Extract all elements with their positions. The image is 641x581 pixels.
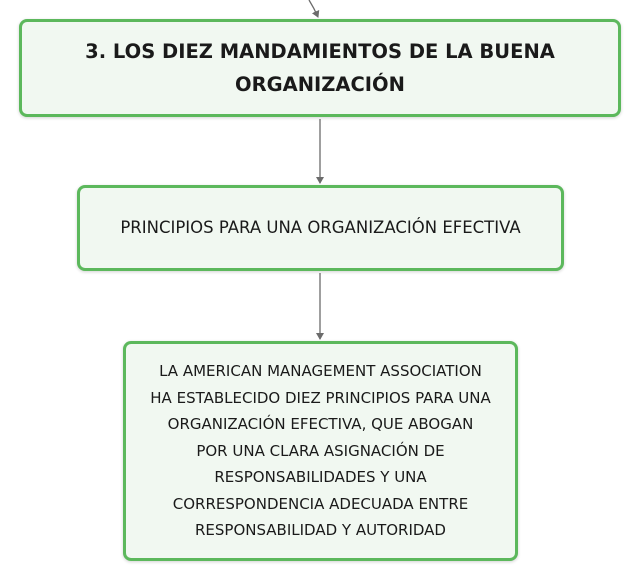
node-description-text bbox=[150, 358, 490, 544]
connector-from-parent bbox=[309, 0, 318, 17]
node-description-line-3: ORGANIZACIÓN EFECTIVA, QUE ABOGAN bbox=[167, 415, 474, 434]
node-description-line-5: RESPONSABILIDADES Y UNA bbox=[214, 468, 427, 487]
node-description-line-2: HA ESTABLECIDO DIEZ PRINCIPIOS PARA UNA bbox=[150, 388, 491, 407]
node-title[interactable] bbox=[19, 19, 621, 117]
node-description[interactable] bbox=[123, 341, 518, 561]
node-description-line-6: CORRESPONDENCIA ADECUADA ENTRE bbox=[172, 494, 469, 513]
node-principles[interactable] bbox=[77, 185, 564, 271]
node-title-text bbox=[85, 35, 555, 101]
node-title-line-1: 3. LOS DIEZ MANDAMIENTOS DE LA BUENA bbox=[85, 40, 555, 63]
node-description-line-1: LA AMERICAN MANAGEMENT ASSOCIATION bbox=[159, 362, 482, 381]
node-description-line-4: POR UNA CLARA ASIGNACIÓN DE bbox=[196, 441, 445, 460]
node-title-line-2: ORGANIZACIÓN bbox=[235, 73, 405, 96]
node-principles-text: PRINCIPIOS PARA UNA ORGANIZACIÓN EFECTIVA bbox=[120, 218, 521, 237]
node-description-line-7: RESPONSABILIDAD Y AUTORIDAD bbox=[194, 521, 446, 540]
